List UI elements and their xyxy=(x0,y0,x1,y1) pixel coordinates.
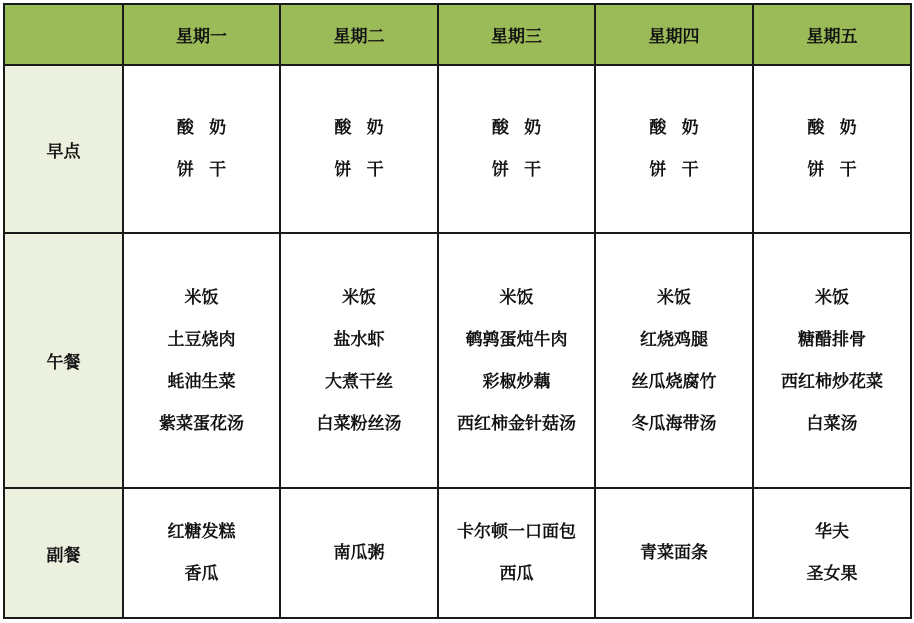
menu-item: 红糖发糕 xyxy=(167,522,236,542)
menu-cell xyxy=(438,65,595,233)
menu-item: 米饭 xyxy=(657,287,691,308)
menu-item: 酸奶 xyxy=(491,118,557,138)
menu-item: 冬瓜海带汤 xyxy=(631,413,717,434)
menu-cell xyxy=(123,65,280,233)
meal-label: 早点 xyxy=(4,65,123,233)
menu-item: 圣女果 xyxy=(806,564,858,584)
header-row xyxy=(4,4,911,65)
menu-item: 大煮干丝 xyxy=(325,371,393,392)
menu-item: 华夫 xyxy=(815,522,849,542)
breakfast-row xyxy=(4,65,911,233)
menu-item: 鹌鹑蛋炖牛肉 xyxy=(465,329,568,350)
menu-item: 饼干 xyxy=(649,160,714,180)
menu-item: 饼干 xyxy=(176,160,242,180)
menu-cell xyxy=(595,488,753,618)
meal-label: 午餐 xyxy=(4,233,123,488)
day-header: 星期五 xyxy=(753,4,911,65)
menu-item: 丝瓜烧腐竹 xyxy=(631,371,717,392)
corner-cell xyxy=(4,4,123,65)
menu-item: 酸奶 xyxy=(649,118,714,138)
weekly-menu-table xyxy=(3,3,912,619)
menu-item: 饼干 xyxy=(491,160,557,180)
menu-item: 米饭 xyxy=(815,287,849,308)
menu-item: 酸奶 xyxy=(176,118,242,138)
menu-item: 酸奶 xyxy=(334,118,399,138)
meal-label: 副餐 xyxy=(4,488,123,618)
menu-item: 南瓜粥 xyxy=(333,543,385,563)
menu-cell xyxy=(280,65,438,233)
menu-cell xyxy=(753,488,911,618)
menu-item: 米饭 xyxy=(342,287,376,308)
menu-item: 卡尔顿一口面包 xyxy=(457,522,576,542)
menu-item: 西红柿炒花菜 xyxy=(781,371,883,392)
menu-item: 西瓜 xyxy=(499,564,534,584)
menu-cell xyxy=(280,488,438,618)
menu-item: 酸奶 xyxy=(807,118,872,138)
lunch-row xyxy=(4,233,911,488)
menu-item: 蚝油生菜 xyxy=(167,371,236,392)
menu-item: 白菜汤 xyxy=(806,413,858,434)
menu-cell xyxy=(595,233,753,488)
menu-cell xyxy=(753,233,911,488)
menu-item: 糖醋排骨 xyxy=(798,329,866,350)
menu-cell xyxy=(438,233,595,488)
menu-item: 米饭 xyxy=(184,287,219,308)
menu-item: 彩椒炒藕 xyxy=(482,371,551,392)
menu-item: 青菜面条 xyxy=(640,543,708,563)
menu-item: 米饭 xyxy=(499,287,534,308)
day-header: 星期三 xyxy=(438,4,595,65)
menu-cell xyxy=(123,233,280,488)
menu-item: 白菜粉丝汤 xyxy=(316,413,402,434)
menu-item: 饼干 xyxy=(807,160,872,180)
menu-item: 香瓜 xyxy=(184,564,219,584)
day-header: 星期二 xyxy=(280,4,438,65)
menu-item: 红烧鸡腿 xyxy=(640,329,708,350)
menu-item: 饼干 xyxy=(334,160,399,180)
snack-row xyxy=(4,488,911,618)
day-header: 星期一 xyxy=(123,4,280,65)
menu-item: 西红柿金针菇汤 xyxy=(457,413,576,434)
menu-cell xyxy=(123,488,280,618)
day-header: 星期四 xyxy=(595,4,753,65)
menu-cell xyxy=(438,488,595,618)
menu-item: 盐水虾 xyxy=(333,329,385,350)
menu-cell xyxy=(280,233,438,488)
menu-cell xyxy=(753,65,911,233)
menu-cell xyxy=(595,65,753,233)
menu-item: 紫菜蛋花汤 xyxy=(159,413,244,434)
menu-item: 土豆烧肉 xyxy=(167,329,236,350)
